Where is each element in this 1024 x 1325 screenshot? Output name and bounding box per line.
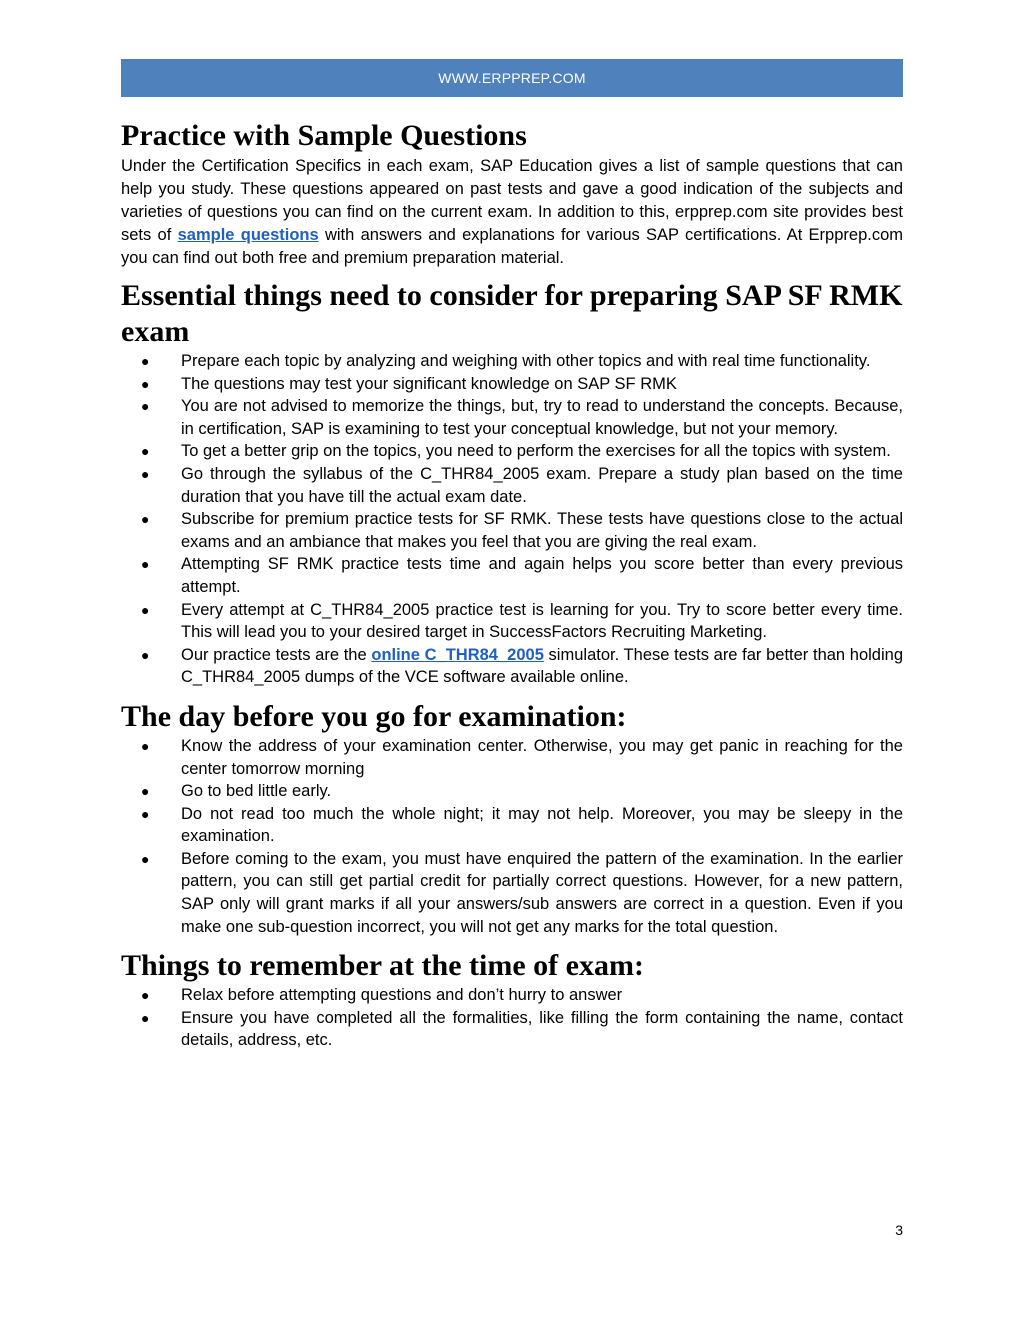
list-item: [121, 350, 903, 373]
header-site-url: WWW.ERPPREP.COM: [438, 70, 586, 86]
paragraph-text: Under the Certification Specifics in each exam, SAP Education gives a list of sample questions that can help you study. These questions appeared on past tests and gave a good indication of the subjects and varieties of questions you can find on the current exam. In addition to this, erpprep.com site provides best sets of: [121, 157, 903, 244]
bullet-icon: ●: [141, 398, 150, 415]
list-item: [121, 644, 903, 689]
list-item-text: Attempting SF RMK practice tests time and again helps you score better than every previous attempt.: [181, 555, 903, 596]
bullet-icon: ●: [141, 987, 150, 1004]
list-item: [121, 395, 903, 440]
bullet-icon: ●: [141, 601, 150, 618]
list-item: [121, 373, 903, 396]
list-item-text: Prepare each topic by analyzing and weighing with other topics and with real time functionality.: [181, 352, 871, 370]
bullet-icon: ●: [141, 375, 150, 392]
section-paragraph: [121, 155, 903, 270]
list-item: [121, 508, 903, 553]
list-item-text: Before coming to the exam, you must have enquired the pattern of the examination. In the earlier pattern, you can still get partial credit for partially correct questions. However, for a new pattern, SAP only will grant marks if all your answers/sub answers are correct in a question. Even if you make one sub-question incorrect, you will not get any marks for the total question.: [181, 849, 903, 936]
page-content: [121, 118, 903, 1052]
bullet-icon: ●: [141, 646, 150, 663]
day-before-list: [121, 735, 903, 938]
bullet-icon: ●: [141, 511, 150, 528]
list-item: [121, 599, 903, 644]
section-title-sample-questions: Practice with Sample Questions: [121, 119, 527, 152]
sample-questions-link[interactable]: sample questions: [177, 226, 319, 244]
page-number: 3: [895, 1222, 903, 1238]
list-item-text: Know the address of your examination center. Otherwise, you may get panic in reaching for the center tomorrow morning: [181, 736, 903, 778]
list-item: [121, 803, 903, 848]
list-item: [121, 780, 903, 803]
list-item-text: simulator. These tests are far better than holding C_THR84_2005 dumps of the VCE software available online.: [181, 645, 904, 687]
list-item: [121, 735, 903, 780]
list-item-text: Go to bed little early.: [181, 782, 332, 801]
list-item: [121, 848, 903, 938]
paragraph-text: with answers and explanations for various SAP certifications. At Erpprep.com you can find out both free and premium preparation material.: [121, 226, 904, 267]
bullet-icon: ●: [141, 353, 150, 369]
bullet-icon: ●: [141, 805, 150, 822]
list-item: [121, 440, 903, 463]
list-item-text: Subscribe for premium practice tests for SF RMK. These tests have questions close to the actual exams and an ambiance that makes you feel that you are giving the real exam.: [181, 510, 903, 551]
list-item-text: You are not advised to memorize the things, but, try to read to understand the concepts. Because, in certification, SAP is examining to test your conceptual knowledge, but not your memory.: [181, 397, 903, 438]
essential-things-list: [121, 350, 903, 689]
list-item: [121, 984, 903, 1007]
list-item: [121, 1007, 903, 1052]
list-item-text: The questions may test your significant knowledge on SAP SF RMK: [181, 374, 677, 393]
bullet-icon: ●: [141, 850, 150, 867]
list-item-text: Relax before attempting questions and don’t hurry to answer: [181, 986, 623, 1005]
bullet-icon: ●: [141, 556, 150, 573]
section-title-time-of-exam: Things to remember at the time of exam:: [121, 949, 644, 983]
list-item-text: Every attempt at C_THR84_2005 practice test is learning for you. Try to score better every time. This will lead you to your desired target in SuccessFactors Recruiting Marketing.: [181, 600, 903, 642]
list-item-text: Ensure you have completed all the formalities, like filling the form containing the name, contact details, address, etc.: [181, 1008, 903, 1050]
list-item: [121, 463, 903, 508]
section-title-day-before: The day before you go for examination:: [121, 699, 627, 733]
bullet-icon: ●: [141, 1009, 150, 1026]
bullet-icon: ●: [141, 465, 150, 482]
list-item: [121, 553, 903, 598]
list-item-text: To get a better grip on the topics, you need to perform the exercises for all the topics with system.: [181, 442, 891, 461]
bullet-icon: ●: [141, 783, 150, 800]
list-item-text: Our practice tests are the: [181, 645, 372, 664]
list-item-text: Do not read too much the whole night; it may not help. Moreover, you may be sleepy in the examination.: [181, 804, 903, 846]
time-of-exam-list: [121, 984, 903, 1052]
list-item-text: Go through the syllabus of the C_THR84_2005 exam. Prepare a study plan based on the time duration that you have till the actual exam date.: [181, 464, 903, 506]
bullet-icon: ●: [141, 737, 150, 754]
online-simulator-link[interactable]: online C_THR84_2005: [371, 645, 544, 664]
section-title-essential-things: Essential things need to consider for preparing SAP SF RMK exam: [121, 279, 903, 348]
header-banner: [121, 59, 903, 97]
bullet-icon: ●: [141, 443, 150, 460]
